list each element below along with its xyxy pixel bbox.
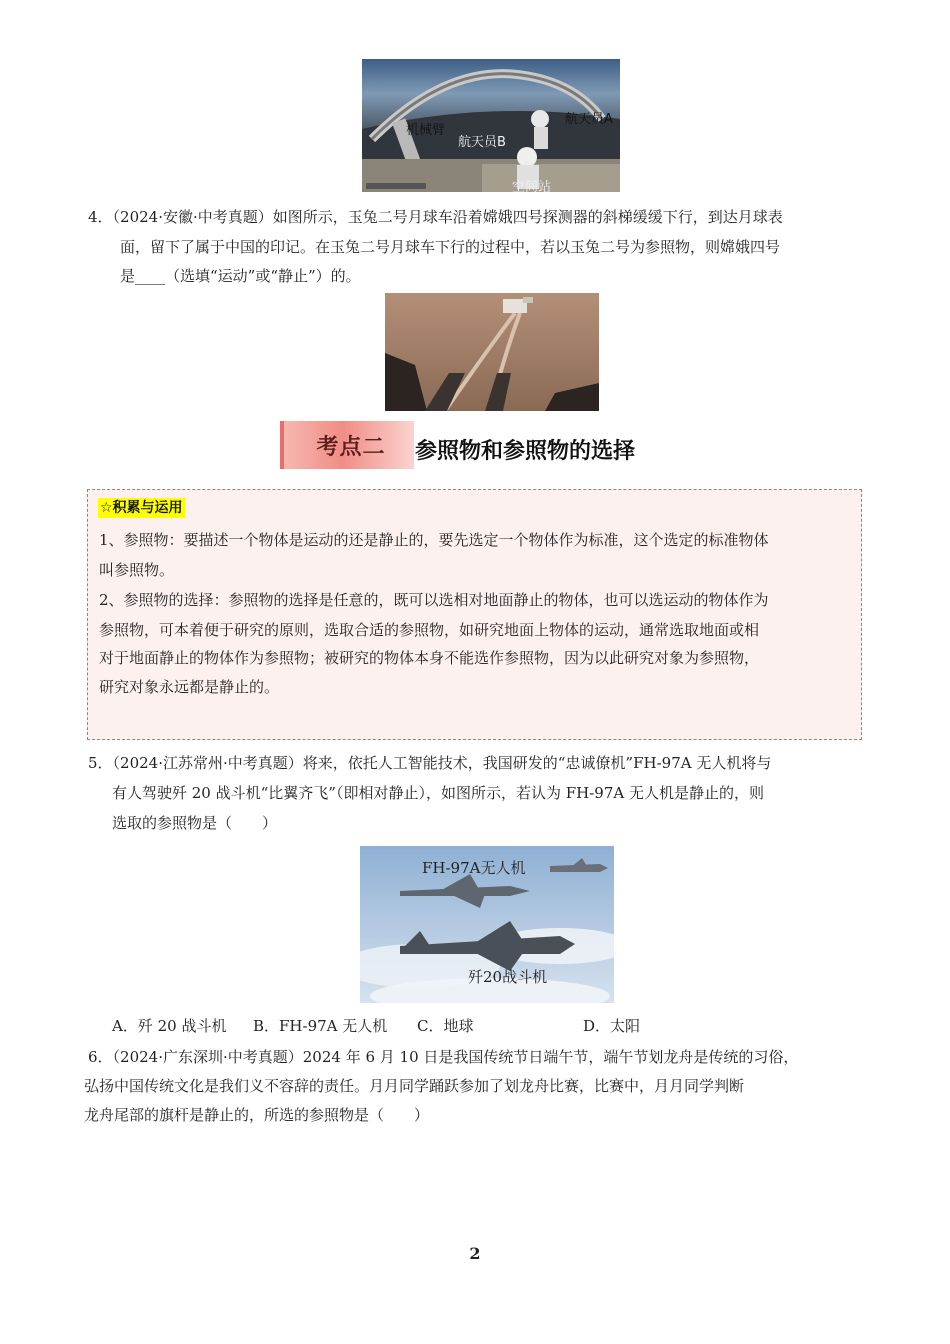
q5-option-c[interactable]: C．地球	[417, 1017, 474, 1035]
q5-option-a[interactable]: A．歼 20 战斗机	[112, 1017, 227, 1035]
section-badge	[280, 421, 414, 469]
knowledge-heading: ☆积累与运用	[100, 500, 183, 516]
q5-line-2: 有人驾驶歼 20 战斗机“比翼齐飞”（即相对静止），如图所示，若认为 FH-97A 无人机是静止的，则	[112, 784, 764, 802]
space-station-figure	[362, 59, 620, 192]
knowledge-line-6: 研究对象永远都是静止的。	[99, 678, 280, 696]
q4-line-3: 是____（选填“运动”或“静止”）的。	[120, 267, 361, 285]
label-astronaut-a: 航天员A	[565, 112, 613, 127]
knowledge-line-1: 1、参照物：要描述一个物体是运动的还是静止的，要先选定一个物体作为标准，这个选定的标准物体	[99, 531, 769, 549]
knowledge-box	[87, 489, 862, 740]
q4-line-2: 面，留下了属于中国的印记。在玉兔二号月球车下行的过程中，若以玉兔二号为参照物，则嫦娥四号	[120, 238, 781, 256]
page-number: 2	[469, 1244, 481, 1263]
q6-line-3: 龙舟尾部的旗杆是静止的，所选的参照物是（ ）	[84, 1106, 430, 1124]
section-title: 参照物和参照物的选择	[415, 439, 636, 464]
knowledge-line-2: 叫参照物。	[99, 561, 175, 579]
q5-option-d[interactable]: D．太阳	[583, 1017, 641, 1035]
knowledge-line-3: 2、参照物的选择：参照物的选择是任意的，既可以选相对地面静止的物体，也可以选运动的物体作为	[99, 591, 769, 609]
q5-option-b[interactable]: B．FH-97A 无人机	[253, 1017, 388, 1035]
label-fh97a: FH-97A无人机	[422, 859, 526, 877]
label-astronaut-b: 航天员B	[458, 135, 506, 150]
label-space-station: 空间站	[512, 180, 552, 192]
lunar-rover-figure	[385, 293, 599, 411]
section-badge-text: 考点二	[316, 435, 386, 460]
q5-line-3: 选取的参照物是（ ）	[112, 814, 278, 832]
label-robot-arm: 机械臂	[406, 123, 446, 138]
q5-line-1: 5．（2024·江苏常州·中考真题）将来，依托人工智能技术，我国研发的“忠诚僚机”FH-97A 无人机将与	[88, 754, 772, 772]
label-j20: 歼20战斗机	[468, 968, 548, 986]
q6-line-1: 6．（2024·广东深圳·中考真题）2024 年 6 月 10 日是我国传统节日端午节，端午节划龙舟是传统的习俗，	[88, 1048, 799, 1066]
q4-line-1: 4．（2024·安徽·中考真题）如图所示，玉兔二号月球车沿着嫦娥四号探测器的斜梯缓缓下行，到达月球表	[88, 208, 783, 226]
q6-line-2: 弘扬中国传统文化是我们义不容辞的责任。月月同学踊跃参加了划龙舟比赛，比赛中，月月同学判断	[84, 1077, 745, 1095]
knowledge-line-5: 对于地面静止的物体作为参照物；被研究的物体本身不能选作参照物，因为以此研究对象为参照物，	[99, 649, 760, 667]
fighter-jets-figure	[360, 846, 614, 1003]
knowledge-line-4: 参照物，可本着便于研究的原则，选取合适的参照物，如研究地面上物体的运动，通常选取地面或相	[99, 621, 760, 639]
